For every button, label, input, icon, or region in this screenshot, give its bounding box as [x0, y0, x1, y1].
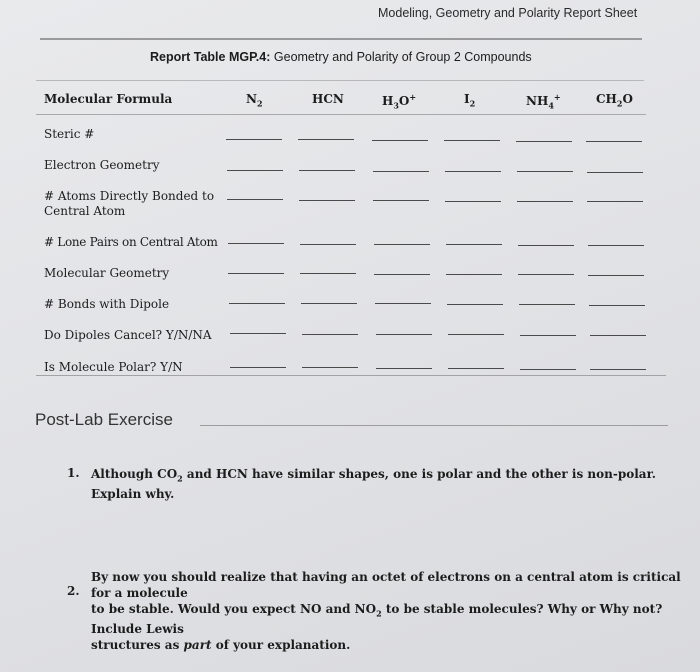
answer-blank[interactable]	[226, 139, 282, 140]
answer-blank[interactable]	[520, 369, 576, 370]
answer-blank[interactable]	[447, 304, 503, 305]
row-label-steric: Steric #	[44, 127, 95, 141]
answer-blank[interactable]	[373, 200, 429, 201]
answer-blank[interactable]	[299, 170, 355, 171]
row-label-bonds-dipole: # Bonds with Dipole	[44, 297, 170, 311]
answer-blank[interactable]	[374, 274, 430, 275]
formula-hcn: HCN	[312, 92, 344, 106]
formula-h3o: $H_3O^+$	[382, 92, 417, 111]
answer-blank[interactable]	[590, 335, 646, 336]
question-2-text	[91, 569, 691, 653]
question-1-number: 1.	[67, 466, 80, 480]
answer-blank[interactable]	[589, 305, 645, 306]
question-2-line-1: By now you should realize that having an octet of electrons on a central atom is critical for a molecule	[91, 570, 681, 600]
answer-blank[interactable]	[445, 171, 501, 172]
answer-blank[interactable]	[587, 201, 643, 202]
question-1-text: Although $CO_2$ and HCN have similar shapes, one is polar and the other is non-polar. Explain why.	[91, 467, 656, 502]
answer-blank[interactable]	[302, 334, 358, 335]
answer-blank[interactable]	[520, 335, 576, 336]
row-label-molecular-geometry: Molecular Geometry	[44, 266, 170, 280]
answer-blank[interactable]	[518, 245, 574, 246]
row-label-electron-geometry: Electron Geometry	[44, 158, 160, 172]
row-label-atoms-bonded: # Atoms Directly Bonded to	[44, 189, 215, 203]
answer-blank[interactable]	[448, 368, 504, 369]
answer-blank[interactable]	[229, 303, 285, 304]
answer-blank[interactable]	[586, 141, 642, 142]
row-label-atoms-bonded-line2: Central Atom	[44, 204, 126, 218]
answer-blank[interactable]	[375, 303, 431, 304]
table-title	[150, 50, 532, 64]
answer-blank[interactable]	[519, 304, 575, 305]
answer-blank[interactable]	[518, 274, 574, 275]
answer-blank[interactable]	[227, 199, 283, 200]
row-label-dipoles-cancel: Do Dipoles Cancel? Y/N/NA	[44, 328, 212, 342]
answer-blank[interactable]	[300, 273, 356, 274]
answer-blank[interactable]	[587, 172, 643, 173]
answer-blank[interactable]	[446, 244, 502, 245]
row-label-lone-pairs: # Lone Pairs on Central Atom	[44, 235, 218, 249]
molecular-formula-header: Molecular Formula	[44, 92, 173, 106]
formula-i2: $I_2$	[464, 92, 476, 109]
answer-blank[interactable]	[376, 334, 432, 335]
answer-blank[interactable]	[302, 367, 358, 368]
sheet-header: Modeling, Geometry and Polarity Report Sheet	[378, 6, 638, 20]
table-header-rule	[36, 114, 646, 115]
answer-blank[interactable]	[373, 171, 429, 172]
answer-blank[interactable]	[517, 201, 573, 202]
answer-blank[interactable]	[516, 141, 572, 142]
answer-blank[interactable]	[300, 244, 356, 245]
header-divider	[40, 38, 642, 40]
answer-blank[interactable]	[299, 200, 355, 201]
question-2-number: 2.	[67, 584, 80, 598]
formula-ch2o: $CH_2O$	[596, 92, 633, 109]
answer-blank[interactable]	[301, 303, 357, 304]
formula-n2: $N_2$	[246, 92, 263, 109]
answer-blank[interactable]	[230, 333, 286, 334]
table-title-text: Geometry and Polarity of Group 2 Compounds	[273, 50, 532, 64]
answer-blank[interactable]	[448, 334, 504, 335]
post-lab-title: Post-Lab Exercise	[35, 410, 173, 429]
answer-blank[interactable]	[445, 201, 501, 202]
answer-blank[interactable]	[588, 245, 644, 246]
table-top-rule	[36, 80, 644, 81]
question-2-line-2: to be stable. Would you expect NO and $NO_2$ to be stable molecules? Why or Why not? Include Lewis	[91, 602, 663, 637]
answer-blank[interactable]	[517, 171, 573, 172]
answer-blank[interactable]	[590, 369, 646, 370]
answer-blank[interactable]	[227, 170, 283, 171]
answer-blank[interactable]	[230, 367, 286, 368]
answer-blank[interactable]	[228, 273, 284, 274]
answer-blank[interactable]	[298, 139, 354, 140]
formula-nh4: $NH_4^+$	[526, 92, 561, 111]
answer-blank[interactable]	[446, 274, 502, 275]
answer-blank[interactable]	[372, 140, 428, 141]
row-label-polar: Is Molecule Polar? Y/N	[44, 360, 183, 374]
answer-blank[interactable]	[588, 275, 644, 276]
answer-blank[interactable]	[374, 244, 430, 245]
answer-blank[interactable]	[376, 368, 432, 369]
table-title-label: Report Table MGP.4:	[150, 50, 271, 64]
answer-blank[interactable]	[444, 140, 500, 141]
table-bottom-rule	[36, 375, 666, 376]
question-2-line-3: structures as part of your explanation.	[91, 638, 351, 653]
answer-blank[interactable]	[228, 243, 284, 244]
post-lab-rule	[200, 425, 668, 426]
